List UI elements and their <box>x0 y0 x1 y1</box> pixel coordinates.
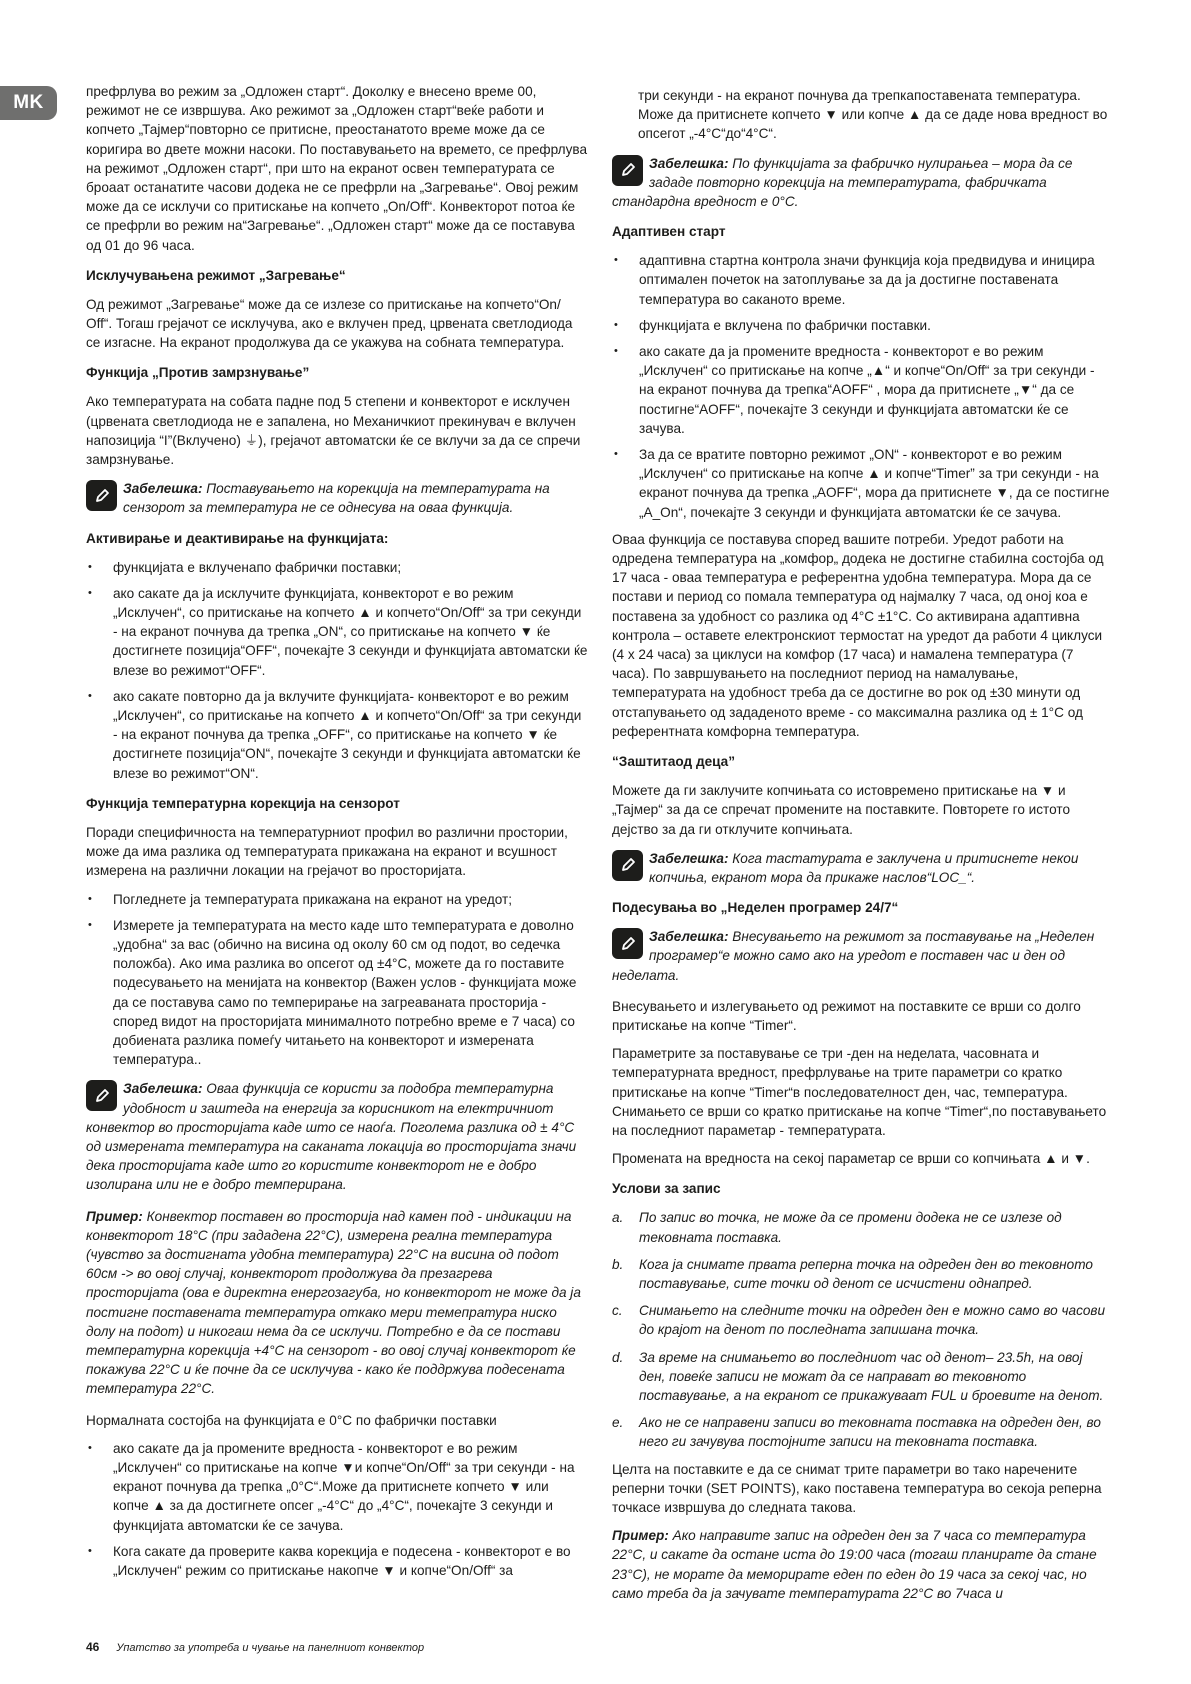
list-item: • ако сакате повторно да ја вклучите функцијата- конвекторот е во режим „Исклучен“, со притискање на копчето ▲ и копчето“On/Off“ за три секунди - на екранот почнува да трепка „OFF“, со притискање на копчето ▼ ќе достигнете позиција“ON“, почекајте 3 секунди и функцијата автоматски ќе влезе во режимот“ON“. <box>86 687 588 783</box>
pencil-note-icon <box>612 928 643 959</box>
footer-title: Упатство за употреба и чување на панелниот конвектор <box>116 1642 425 1654</box>
list-item <box>612 1301 1110 1339</box>
list-item: • ако сакате да ја промените вредноста - конвекторот е во режим „Исклучен“ со притискање на копче ▼и копче“On/Off“ за три секунди - на екранот почнува да трепка „0°C“.Може да притиснете копчето ▼ или копче ▲ за да достигнете опсег „-4°C“ до „4°C“, почекајте 3 секунди и функцијата автоматски ќе се зачува. <box>86 1439 588 1535</box>
pencil-note-icon <box>612 850 643 881</box>
page-number: 46 <box>86 1640 100 1654</box>
heading-child-lock: “Заштитаод деца” <box>612 754 736 770</box>
language-tab <box>0 86 57 120</box>
child-lock-paragraph: Можете да ги заклучите копчињата со истовремено притискање на ▼ и „Тајмер“ за да се спречат промените на поставките. Повторете го истото дејство за да ги отклучите копчињата. <box>612 783 1071 837</box>
adaptive-list <box>612 251 1110 522</box>
note-4-label: Забелешка: <box>649 850 729 866</box>
normal-state-list <box>86 1439 588 1580</box>
activation-list <box>86 558 588 783</box>
note-1-label: Забелешка: <box>123 481 203 497</box>
language-code: MK <box>13 92 44 113</box>
note-5 <box>612 927 1110 985</box>
note-1-text: Поставувањето на корекција на температурата на сензорот за температура не се однесува на оваа функција. <box>123 481 550 516</box>
pencil-note-icon <box>86 480 117 511</box>
list-item: • функцијата е вклученапо фабрички поставки; <box>86 558 588 577</box>
note-3-label: Забелешка: <box>649 155 729 171</box>
note-5-label: Забелешка: <box>649 929 729 945</box>
heading-record-conditions: Услови за запис <box>612 1181 721 1197</box>
list-text: По запис во точка, не може да се промени додека не се излезе од тековната поставка. <box>639 1210 1062 1245</box>
continuation-paragraph: три секунди - на екранот почнува да трепкапоставената температура. Може да притиснете копчето ▼ или копче ▲ да се даде нова вредност во опсегот „-4°C“до“4°C“. <box>638 88 1108 142</box>
pencil-note-icon <box>612 155 643 186</box>
list-text: Ако не се направени записи во тековната поставка на одреден ден, во него ги зачувува постојните записи на тековната поставка. <box>639 1415 1101 1450</box>
normal-state-paragraph: Нормалната состојба на функцијата е 0°C по фабрички поставки <box>86 1412 497 1428</box>
heading-heating-off: Исклучувањена режимот „Загревање“ <box>86 267 346 283</box>
note-4 <box>612 849 1110 887</box>
note-2 <box>86 1079 588 1194</box>
list-item <box>612 1348 1110 1406</box>
note-5-text: Внесувањето на режимот за поставување на „Неделен програмер“е можно само ако на уредот е поставен час и ден од неделата. <box>612 929 1095 983</box>
list-letter: a. <box>612 1210 624 1226</box>
conditions-list <box>612 1208 1110 1451</box>
heading-weekly-programmer: Подесувања во „Неделен програмер 24/7“ <box>612 900 899 916</box>
list-item: • ако сакате да ја промените вредноста - конвекторот е во режим „Исклучен“ со притискање на копче „▲“ и копче“On/Off“ за три секунди - на екранот почнува да трепка“AOFF“ , мора да притиснете „▼“ да се постигне“AOFF“, почекајте 3 секунди и функцијата автоматски ќе се зачува. <box>612 342 1110 438</box>
list-item <box>612 1255 1110 1293</box>
weekly-paragraph-2: Параметрите за поставување се три -ден на неделата, часовната и температурната вредност, префрлување на трите параметри со кратко притискање на копче “Timer“в последователност ден, час, температура. Снимањето се врши со кратко притискање на копче “Timer“,по поставувањето на последниот параметар - температурата. <box>612 1046 1107 1138</box>
example-2 <box>612 1526 1110 1603</box>
adaptive-paragraph: Оваа функција се поставува според вашите потреби. Уредот работи на одредена температура на „комфор„ додека не достигне стабилна состојба од 17 часа - оваа температура е референтна удобна температура. Мора да се постави и период со помала температура од најмалку 7 часа, од оној коа е поставена за удобност со разлика од 4°C ±1°C. Со активирана адаптивна контрола – оставете електронскиот термостат на уредот да работи 4 циклуси (4 x 24 часа) за циклуси на комфор (17 часа) и намалена температура (7 часа). По завршувањето на последниот период на намалување, температурата на удобност треба да се достигне во рок од ±30 минути од отстапувањето од зададеното време - со максимална разлика од ± 1°C од референтната комфорна температура. <box>612 531 1104 739</box>
list-letter: c. <box>612 1303 623 1319</box>
list-text: Снимањето на следните точки на одреден ден е можно само во часови до крајот на денот по последната запишана точка. <box>639 1303 1106 1338</box>
list-item: • Погледнете ја температурата прикажана на екранот на уредот; <box>86 890 588 909</box>
list-item: • функцијата е вклучена по фабрички поставки. <box>612 316 1110 335</box>
anti-freeze-paragraph: Ако температурата на собата падне под 5 степени и конвекторот е исклучен (црвената светлодиода не е запалена, но Механичкиот прекинувач е вклучен напозиција “I”(Вклучено) ⏚), грејачот автоматски ќе се вклучи за да се спречи замрзнување. <box>86 394 581 468</box>
list-item <box>612 1208 1110 1246</box>
note-1 <box>86 479 588 517</box>
weekly-paragraph-1: Внесувањето и излегувањето од режимот на поставките се врши со долго притискање на копче “Timer“. <box>612 998 1081 1033</box>
heading-anti-freeze: Функција „Против замрзнување” <box>86 365 310 381</box>
weekly-paragraph-3: Промената на вредноста на секој параметар се врши со копчињата ▲ и ▼. <box>612 1151 1090 1167</box>
list-item: • За да се вратите повторно режимот „ON“ - конвекторот е во режим „Исклучен“ со притискање на копче ▲ и копче“Timer” за три секунди - на екранот почнува да трепка „AOFF“, мора да притиснете ▼, да се постигне „A_On“, почекајте 3 секунди и функцијата автоматски ќе се зачува. <box>612 445 1110 522</box>
note-3-text: По функцијата за фабричко нулирањеа – мора да се зададе повторно корекција на температурата, фабричката стандардна вредност е 0°C. <box>612 155 1073 210</box>
heading-sensor-correction: Функција температурна корекција на сензорот <box>86 795 400 811</box>
note-3 <box>612 154 1110 212</box>
list-letter: b. <box>612 1256 624 1272</box>
list-item: • Кога сакате да проверите каква корекција е подесена - конвекторот е во „Исклучен“ режим со притискање накопче ▼ и копче“On/Off“ за <box>86 1542 588 1580</box>
left-column <box>86 82 588 1588</box>
sensor-correction-paragraph: Поради специфичноста на температурниот профил во различни простории, може да има разлика од температурата прикажана на екранот и всушност измерена на различни локации на грејачот во просторијата. <box>86 824 568 879</box>
correction-list <box>86 890 588 1070</box>
example-2-text: Ако направите запис на одреден ден за 7 часа со температура 22°C, и сакате да остане иста до 19:00 часа (тогаш планирате да стане 23°C), не морате да меморирате еден по еден до 19 часа за секој час, но само треба да ја зачувате температурата 22°C во 7часа и <box>612 1528 1097 1601</box>
heating-off-paragraph: Од режимот „Загревање“ може да се излезе со притискање на копчето“On/ Off“. Тогаш грејачот се исклучува, ако е вклучен пред, црвената светлодиода се изгасне. На екранот продолжува да се укажува на собната температура. <box>86 296 573 351</box>
list-item: • адаптивна стартна контрола значи функција која предвидува и иницира оптимален почеток на затоплување за да ја достигне поставената температура во саканото време. <box>612 251 1110 309</box>
list-item: • Измерете ја температурата на место каде што температурата е доволно „удобна“ за вас (обично на висина од околу 60 см од подот, во седечка положба). Ако има разлика во опсегот од ±4°C, можете да го поставите подесувањето на менијата на конвектор (Важен услов - функцијата може да се поставува само по темперирање на загреаваната просторија - според видот на просторијата минималното потребно време е 7 часа) со добиената разлика помеѓу читањето на конвекторот и измерената температура.. <box>86 916 588 1070</box>
example-1-label: Пример: <box>86 1208 143 1224</box>
list-text: Кога ја снимате првата реперна точка на одреден ден во тековното поставување, сите точки од денот се исчистени однапред. <box>639 1256 1093 1291</box>
list-letter: d. <box>612 1349 624 1365</box>
heading-adaptive-start: Адаптивен старт <box>612 224 726 240</box>
note-4-text: Кога тастатурата е заклучена и притиснете некои копчиња, екранот мора да прикаже наслов“LOC_“. <box>649 850 1079 885</box>
example-1 <box>86 1207 588 1399</box>
page-footer <box>86 1640 424 1654</box>
list-item <box>612 1413 1110 1451</box>
note-2-label: Забелешка: <box>123 1081 203 1097</box>
pencil-note-icon <box>86 1080 117 1111</box>
example-2-label: Пример: <box>612 1528 669 1544</box>
example-1-text: Конвектор поставен во просторија над камен под - индикации на конвекторот 18°C (при зададена 22°C), измерена реална температура (чувство за достигната удобна температура) 22°C на висина од подот 60см -> во овој случај, конвекторот продолжува да презагрева просторијата (ова е директна енергозагуба, но конвекторот не може да ја постигне поставената температура откако мери темепратура ниско долу на подот) и никогаш нема да се исклучи. Потребно е да се постави температурна корекција +4°C на сензорот - во овој случај конвекторот ќе покажува 22°C и ќе почне да се исклучува - како ќе поддржува подесената температура 22°C. <box>86 1208 581 1397</box>
right-column <box>612 86 1110 1615</box>
list-text: За време на снимањето во последниот час од денот– 23.5h, на овој ден, повеќе записи не можат да се направат во тековното поставување, а на екранот се прикажуваат FUL и броевите на денот. <box>639 1349 1104 1403</box>
note-2-text: Оваа функција се користи за подобра температурна удобност и заштеда на енергија за корисникот на електричниот конвектор во просторијата каде што се наоѓа. Поголема разлика од ± 4°C од измерената температура на саканата локација во просторијата значи дека просторијата каде што го користите конвекторот не е добро изолирана или не е добро темперирана. <box>86 1081 577 1193</box>
list-letter: e. <box>612 1415 624 1431</box>
goal-paragraph: Целта на поставките е да се снимат трите параметри во тако наречените реперни точки (SET POINTS), како поставена температура во секоја реперна точкасе извршува до следната такова. <box>612 1461 1102 1515</box>
list-item: • ако сакате да ја исклучите функцијата, конвекторот е во режим „Исклучен“, со притискање на копчето ▲ и копчето“On/Off“ за три секунди - на екранот почнува да трепка „ON“, со притискање на копчето ▼ ќе достигнете позиција“OFF“, почекајте 3 секунди и функцијата автоматски ќе влезе во режимот“OFF“. <box>86 584 588 680</box>
intro-paragraph: префрлува во режим за „Одложен старт“. Доколку е внесено време 00, режимот не се извршува. Ако режимот за „Одложен старт“веќе работи и копчето „Тајмер“повторно се притисне, преостанатото време може да се коригира во двете можни насоки. По поставувањето на времето, се префрлува на режимот „Одложен старт“, при што на екранот освен температурата се броаат останатите часови додека не се префрли на „Загревање“. Овој режим може да се исклучи со притискање на копчето „On/Off“. Конвекторот потоа ќе се префрли во режим на“Загревање“. „Одложен старт“ може да се поставува од 01 до 96 часа. <box>86 84 588 253</box>
heading-activation: Активирање и деактивирање на функцијата: <box>86 530 389 546</box>
